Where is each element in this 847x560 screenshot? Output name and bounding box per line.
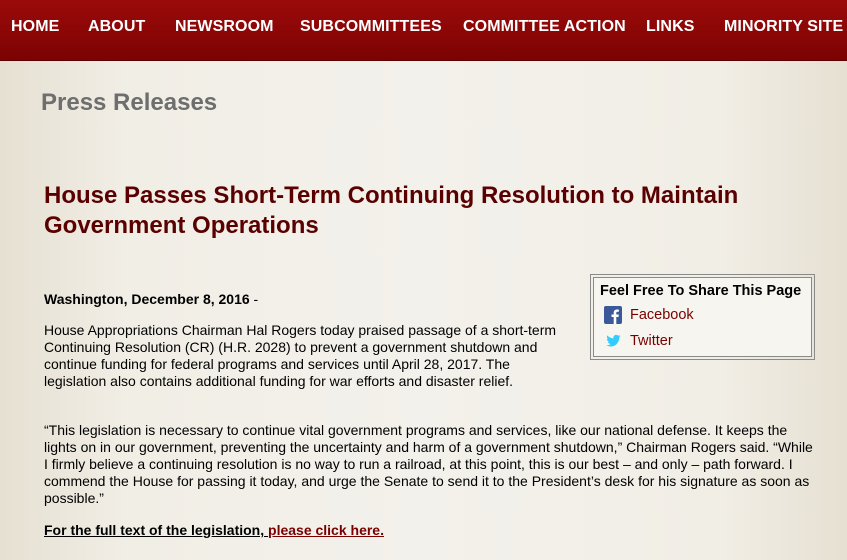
share-twitter-label: Twitter xyxy=(630,333,673,349)
top-nav xyxy=(0,0,847,61)
nav-home[interactable]: HOME xyxy=(11,18,60,35)
facebook-icon xyxy=(604,306,622,324)
article-title: House Passes Short-Term Continuing Resolution to Maintain Government Operations xyxy=(44,182,739,239)
article-paragraph-2: “This legislation is necessary to continue vital government programs and services, like our national defense. It keeps the lights on in our government, preventing the uncertainty and harm of a government shutdown,” Chairman Rogers said. “While I firmly believe a continuing resolution is no way to run a railroad, at this point, this is our best – and only – path forward. I commend the House for passing it today, and urge the Senate to send it to the President’s desk for his signature as soon as possible.” xyxy=(44,422,813,506)
share-facebook-link[interactable] xyxy=(600,305,811,325)
full-text-label: For the full text of the legislation, xyxy=(44,522,269,538)
share-twitter-link[interactable] xyxy=(600,331,811,351)
twitter-icon xyxy=(604,332,622,350)
nav-minority-site[interactable]: MINORITY SITE xyxy=(724,18,844,35)
dateline-text: Washington, December 8, 2016 xyxy=(44,291,250,307)
article-paragraph-1: House Appropriations Chairman Hal Rogers today praised passage of a short-term Continuing Resolution (CR) (H.R. 2028) to prevent a government shutdown and continue funding for federal programs and services until April 28, 2017. The legislation also contains additional funding for war efforts and disaster relief. xyxy=(44,322,557,389)
nav-committee-action[interactable]: COMMITTEE ACTION xyxy=(463,18,626,35)
section-title: Press Releases xyxy=(41,89,218,116)
nav-subcommittees[interactable]: SUBCOMMITTEES xyxy=(300,18,442,35)
nav-about[interactable]: ABOUT xyxy=(88,18,146,35)
nav-links[interactable]: LINKS xyxy=(646,18,695,35)
share-box xyxy=(590,274,815,360)
share-heading: Feel Free To Share This Page xyxy=(600,283,802,299)
full-text-line xyxy=(44,522,384,538)
dateline-separator: - xyxy=(249,291,259,307)
share-box-inner xyxy=(593,277,812,357)
dateline xyxy=(44,291,258,307)
share-facebook-label: Facebook xyxy=(630,307,694,323)
nav-newsroom[interactable]: NEWSROOM xyxy=(175,18,274,35)
full-text-link[interactable]: please click here. xyxy=(268,522,384,538)
